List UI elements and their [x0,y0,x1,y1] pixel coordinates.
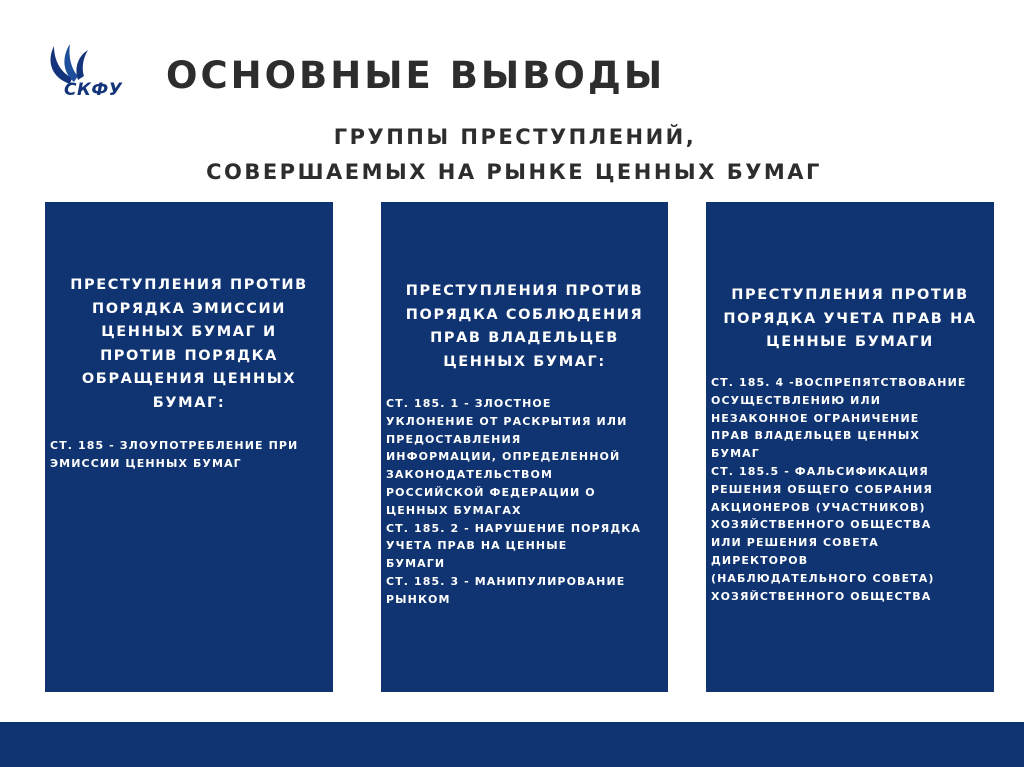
card-body-line: БУМАГ [711,447,760,461]
card-body-line: СТ. 185.5 - ФАЛЬСИФИКАЦИЯ [711,464,929,478]
card-heading-line: ПРОТИВ ПОРЯДКА [100,347,278,364]
card-body-line: СТ. 185 - ЗЛОУПОТРЕБЛЕНИЕ ПРИ [50,439,299,452]
card-body-line: СТ. 185. 2 - НАРУШЕНИЕ ПОРЯДКА [386,521,641,535]
page-subtitle [0,120,1024,190]
card-body-line: НЕЗАКОННОЕ ОГРАНИЧЕНИЕ [711,411,920,425]
card-body-line: УЧЕТА ПРАВ НА ЦЕННЫЕ [386,539,568,553]
card-heading-line: ПРАВ ВЛАДЕЛЬЦЕВ [430,330,619,346]
card-heading-line: ПРЕСТУПЛЕНИЯ ПРОТИВ [70,277,308,293]
card-rights-accounting-crimes [706,202,994,692]
card-body-line: ПРЕДОСТАВЛЕНИЯ [386,432,522,446]
card-heading-line: ОБРАЩЕНИЯ ЦЕННЫХ [81,371,297,387]
card-heading [381,280,668,374]
card-body-line: (НАБЛЮДАТЕЛЬНОГО СОВЕТА) [711,571,935,585]
card-body-line: СТ. 185. 3 - МАНИПУЛИРОВАНИЕ [386,574,626,588]
card-body [711,374,990,605]
card-emission-crimes [45,202,333,692]
card-heading-line: ЦЕННЫХ БУМАГ: [443,353,606,370]
card-body-line: РОССИЙСКОЙ ФЕДЕРАЦИИ О [386,485,596,499]
subtitle-line-1: ГРУППЫ ПРЕСТУПЛЕНИЙ, [333,125,697,149]
footer-band [0,722,1024,767]
card-body-line: РЕШЕНИЯ ОБЩЕГО СОБРАНИЯ [711,482,933,496]
card-body [386,395,664,609]
subtitle-line-2: СОВЕРШАЕМЫХ НА РЫНКЕ ЦЕННЫХ БУМАГ [206,160,822,184]
card-heading [706,284,994,355]
card-body-line: ДИРЕКТОРОВ [711,553,809,567]
logo-text: СКФУ [64,80,123,100]
card-heading-line: ПОРЯДКА ЭМИССИИ [91,300,287,317]
card-heading-line: ЦЕННЫХ БУМАГ И [101,324,277,340]
card-heading-line: ПРЕСТУПЛЕНИЯ ПРОТИВ [731,287,969,303]
card-body-line: ЦЕННЫХ БУМАГАХ [386,503,522,517]
card-heading-line: ЦЕННЫЕ БУМАГИ [766,334,934,350]
card-body-line: ПРАВ ВЛАДЕЛЬЦЕВ ЦЕННЫХ [711,429,921,443]
card-body [50,437,329,473]
card-body-line: ОСУЩЕСТВЛЕНИЮ ИЛИ [711,393,882,407]
card-body-line: АКЦИОНЕРОВ (УЧАСТНИКОВ) [711,500,926,514]
card-body-line: БУМАГИ [386,557,446,571]
card-heading-line: ПРЕСТУПЛЕНИЯ ПРОТИВ [405,283,644,299]
card-owner-rights-crimes [381,202,668,692]
card-body-line: СТ. 185. 1 - ЗЛОСТНОЕ [386,397,552,410]
card-body-line: ИНФОРМАЦИИ, ОПРЕДЕЛЕННОЙ [386,450,621,464]
page-title: ОСНОВНЫЕ ВЫВОДЫ [166,54,666,97]
card-body-line: ХОЗЯЙСТВЕННОГО ОБЩЕСТВА [711,589,932,603]
card-heading-line: ПОРЯДКА УЧЕТА ПРАВ НА [723,310,977,327]
card-body-line: ЗАКОНОДАТЕЛЬСТВОМ [386,468,554,482]
card-heading-line: ПОРЯДКА СОБЛЮДЕНИЯ [405,306,644,323]
card-body-line: ЭМИССИИ ЦЕННЫХ БУМАГ [50,456,242,470]
card-body-line: УКЛОНЕНИЕ ОТ РАСКРЫТИЯ ИЛИ [386,414,628,428]
card-body-line: ИЛИ РЕШЕНИЯ СОВЕТА [711,536,879,550]
university-logo [44,42,134,112]
card-body-line: СТ. 185. 4 -ВОСПРЕПЯТСТВОВАНИЕ [711,376,967,389]
card-heading-line: БУМАГ: [152,394,226,411]
card-heading [45,274,333,415]
card-body-line: РЫНКОМ [386,592,451,606]
card-body-line: ХОЗЯЙСТВЕННОГО ОБЩЕСТВА [711,518,932,532]
